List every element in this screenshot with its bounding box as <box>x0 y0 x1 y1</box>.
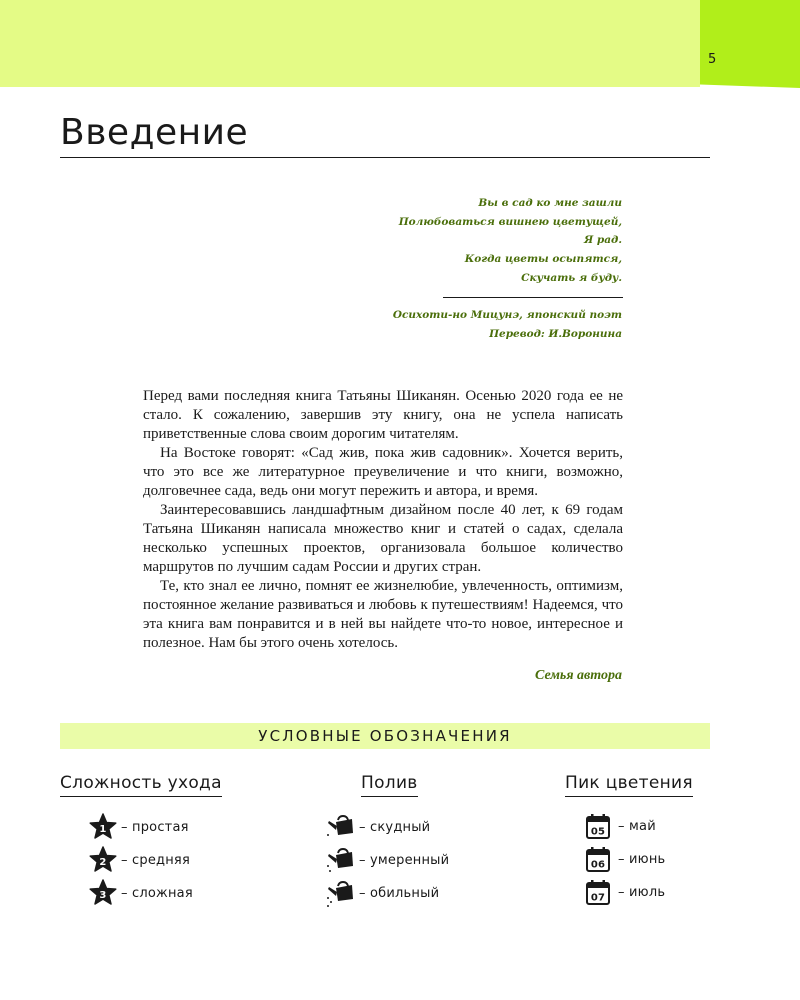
epigraph-line: Скучать я буду. <box>521 271 622 284</box>
care-item <box>88 813 189 841</box>
legend-title: УСЛОВНЫЕ ОБОЗНАЧЕНИЯ <box>258 727 512 745</box>
signature: Семья автора <box>535 668 622 683</box>
body-text <box>143 387 623 653</box>
legend-band <box>60 723 710 749</box>
epigraph-rule <box>443 297 623 298</box>
calendar-icon <box>585 878 615 906</box>
calendar-icon <box>585 812 615 840</box>
bloom-heading: Пик цветения <box>565 773 693 797</box>
watering-item <box>326 846 449 874</box>
watering-can-icon <box>326 813 356 841</box>
care-item <box>88 879 193 907</box>
paragraph: Заинтересовавшись ландшафтным дизайном после 40 лет, к 69 годам Татьяна Шиканян написала множество книг и статей о садах, сделала несколько успешных проектов, организовала большое количество маршрутов по лучшим садам России и других стран. <box>143 502 623 575</box>
bloom-label: – июнь <box>618 851 666 867</box>
care-label: – простая <box>121 819 189 835</box>
paragraph: На Востоке говорят: «Сад жив, пока жив садовник». Хочется верить, что это все же литературное преувеличение и что книги, возможно, долговечнее сада, ведь они могут пережить и автора, и время. <box>143 445 623 499</box>
calendar-icon <box>585 845 615 873</box>
paragraph: Перед вами последняя книга Татьяны Шиканян. Осенью 2020 года ее не стало. К сожалению, завершив эту книгу, она не успела написать приветственные слова своим дорогим читателям. <box>143 388 623 442</box>
bloom-label: – май <box>618 818 656 834</box>
bloom-item <box>585 845 665 873</box>
star-number: 1 <box>99 824 107 835</box>
star-1-icon <box>88 813 118 841</box>
title-rule <box>60 157 710 158</box>
care-item <box>88 846 190 874</box>
epigraph-translator: Перевод: И.Воронина <box>489 327 622 340</box>
watering-item <box>326 879 439 907</box>
calendar-month-number: 05 <box>590 826 606 838</box>
star-number: 2 <box>99 857 107 868</box>
epigraph-line: Я рад. <box>583 234 622 247</box>
epigraph-line: Вы в сад ко мне зашли <box>478 197 622 209</box>
page-title: Введение <box>60 112 249 153</box>
watering-label: – скудный <box>359 819 431 835</box>
watering-heading: Полив <box>361 773 418 797</box>
star-3-icon <box>88 879 118 907</box>
care-label: – сложная <box>121 885 193 901</box>
header-band <box>0 0 700 87</box>
watering-label: – обильный <box>359 885 440 901</box>
care-heading: Сложность ухода <box>60 773 222 797</box>
page-number: 5 <box>708 52 717 67</box>
epigraph-line: Полюбоваться вишнею цветущей, <box>398 215 622 228</box>
epigraph <box>322 194 622 288</box>
page-tab <box>700 0 800 88</box>
watering-item <box>326 813 430 841</box>
star-number: 3 <box>99 890 107 901</box>
epigraph-line: Когда цветы осыпятся, <box>464 253 622 266</box>
watering-label: – умеренный <box>359 852 450 868</box>
watering-can-icon <box>326 846 356 874</box>
epigraph-author: Осихоти-но Мицунэ, японский поэт <box>392 309 622 321</box>
bloom-label: – июль <box>618 884 666 900</box>
paragraph: Те, кто знал ее лично, помнят ее жизнелюбие, увлеченность, оптимизм, постоянное желание развиваться и любовь к путешествиям! Надеемся, что эта книга вам понравится и в ней вы найдете что-то новое, интересное и полезное. Нам бы этого очень хотелось. <box>143 578 623 651</box>
star-2-icon <box>88 846 118 874</box>
calendar-month-number: 07 <box>590 892 606 904</box>
calendar-month-number: 06 <box>590 859 606 871</box>
epigraph-attribution <box>322 306 622 343</box>
bloom-item <box>585 812 656 840</box>
care-label: – средняя <box>121 852 190 868</box>
watering-can-icon <box>326 879 356 907</box>
bloom-item <box>585 878 665 906</box>
